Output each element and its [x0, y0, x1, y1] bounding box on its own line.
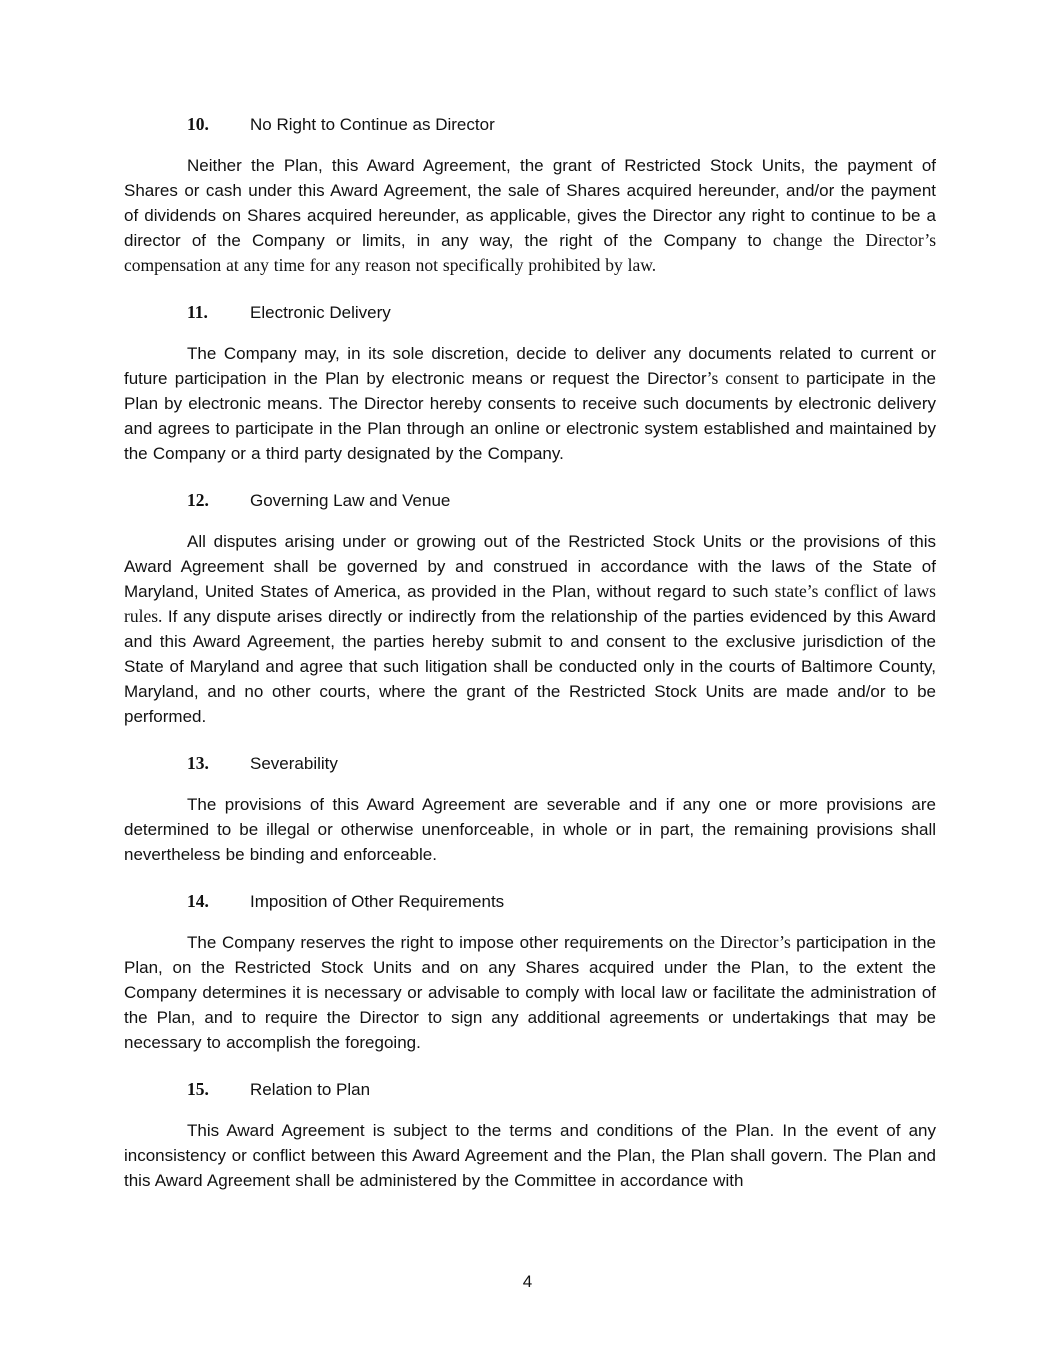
paragraph-text-serif: the Director’s: [693, 932, 797, 952]
section-15: [124, 1077, 936, 1193]
section-14: [124, 889, 936, 1055]
section-title: Imposition of Other Requirements: [250, 892, 505, 911]
section-heading: [124, 488, 936, 513]
paragraph-text: The Company reserves the right to impose other requirements on: [187, 933, 694, 952]
section-heading: [124, 889, 936, 914]
section-number: 13.: [187, 753, 209, 773]
section-heading: [124, 300, 936, 325]
paragraph-text: Neither the Plan, this Award Agreement, the grant of Restricted Stock Units, the payment of Shares or cash under this Award Agreement, the sale of Shares acquired hereunder, and/or the payment of dividends on Shares acquired hereunder, as applicable, gives the Director any right to continue to be a director of the Company or limits, in any way, the right of the Company to: [124, 156, 936, 250]
section-10: [124, 112, 936, 278]
section-title: Governing Law and Venue: [250, 491, 451, 510]
page-number: 4: [522, 1272, 533, 1291]
section-11: [124, 300, 936, 466]
paragraph-text-serif: state’s conflict of laws rules.: [124, 581, 936, 626]
section-heading: [124, 751, 936, 776]
section-paragraph: [124, 1118, 936, 1193]
section-paragraph: [124, 153, 936, 278]
section-title: Relation to Plan: [250, 1080, 371, 1099]
paragraph-text: The provisions of this Award Agreement are severable and if any one or more provisions are determined to be illegal or otherwise unenforceable, in whole or in part, the remaining provisions shall nevertheless be binding and enforceable.: [124, 795, 936, 864]
section-heading: [124, 112, 936, 137]
paragraph-text-serif: ’s consent to: [706, 368, 807, 388]
section-number: 11.: [187, 302, 208, 322]
section-number: 12.: [187, 490, 209, 510]
section-paragraph: [124, 529, 936, 729]
paragraph-text: If any dispute arises directly or indirectly from the relationship of the parties evidenced by this Award and this Award Agreement, the parties hereby submit to and consent to the exclusive jurisdiction of the State of Maryland and agree that such litigation shall be conducted only in the courts of Baltimore County, Maryland, and no other courts, where the grant of the Restricted Stock Units are made and/or to be performed.: [124, 607, 936, 726]
paragraph-text: The Company may, in its sole discretion, decide to deliver any documents related to current or future participation in the Plan by electronic means or request the Director: [124, 344, 936, 388]
paragraph-text: All disputes arising under or growing out of the Restricted Stock Units or the provisions of this Award Agreement shall be governed by and construed in accordance with the laws of the State of Maryland, United States of America, as provided in the Plan, without regard to such: [124, 532, 936, 601]
section-heading: [124, 1077, 936, 1102]
section-title: Electronic Delivery: [250, 303, 391, 322]
section-12: [124, 488, 936, 729]
section-number: 14.: [187, 891, 209, 911]
paragraph-text: This Award Agreement is subject to the terms and conditions of the Plan. In the event of any inconsistency or conflict between this Award Agreement and the Plan, the Plan shall govern. The Plan and this Award Agreement shall be administered by the Committee in accordance with: [124, 1121, 936, 1190]
section-paragraph: [124, 341, 936, 466]
section-paragraph: [124, 930, 936, 1055]
section-13: [124, 751, 936, 867]
paragraph-text: participate in the Plan by electronic means. The Director hereby consents to receive such documents by electronic delivery and agrees to participate in the Plan through an online or electronic system established and maintained by the Company or a third party designated by the Company.: [124, 369, 936, 463]
paragraph-text-serif: change the Director’s compensation at any time for any reason not specifically prohibited by law.: [124, 230, 937, 275]
section-number: 10.: [187, 114, 209, 134]
section-title: Severability: [250, 754, 338, 773]
section-paragraph: [124, 792, 936, 867]
paragraph-text: participation in the Plan, on the Restricted Stock Units and on any Shares acquired under the Plan, to the extent the Company determines it is necessary or advisable to comply with local law or facilitate the administration of the Plan, and to require the Director to sign any additional agreements or undertakings that may be necessary to accomplish the foregoing.: [124, 933, 936, 1052]
section-title: No Right to Continue as Director: [250, 115, 495, 134]
document-content: [124, 112, 936, 1193]
section-number: 15.: [187, 1079, 209, 1099]
